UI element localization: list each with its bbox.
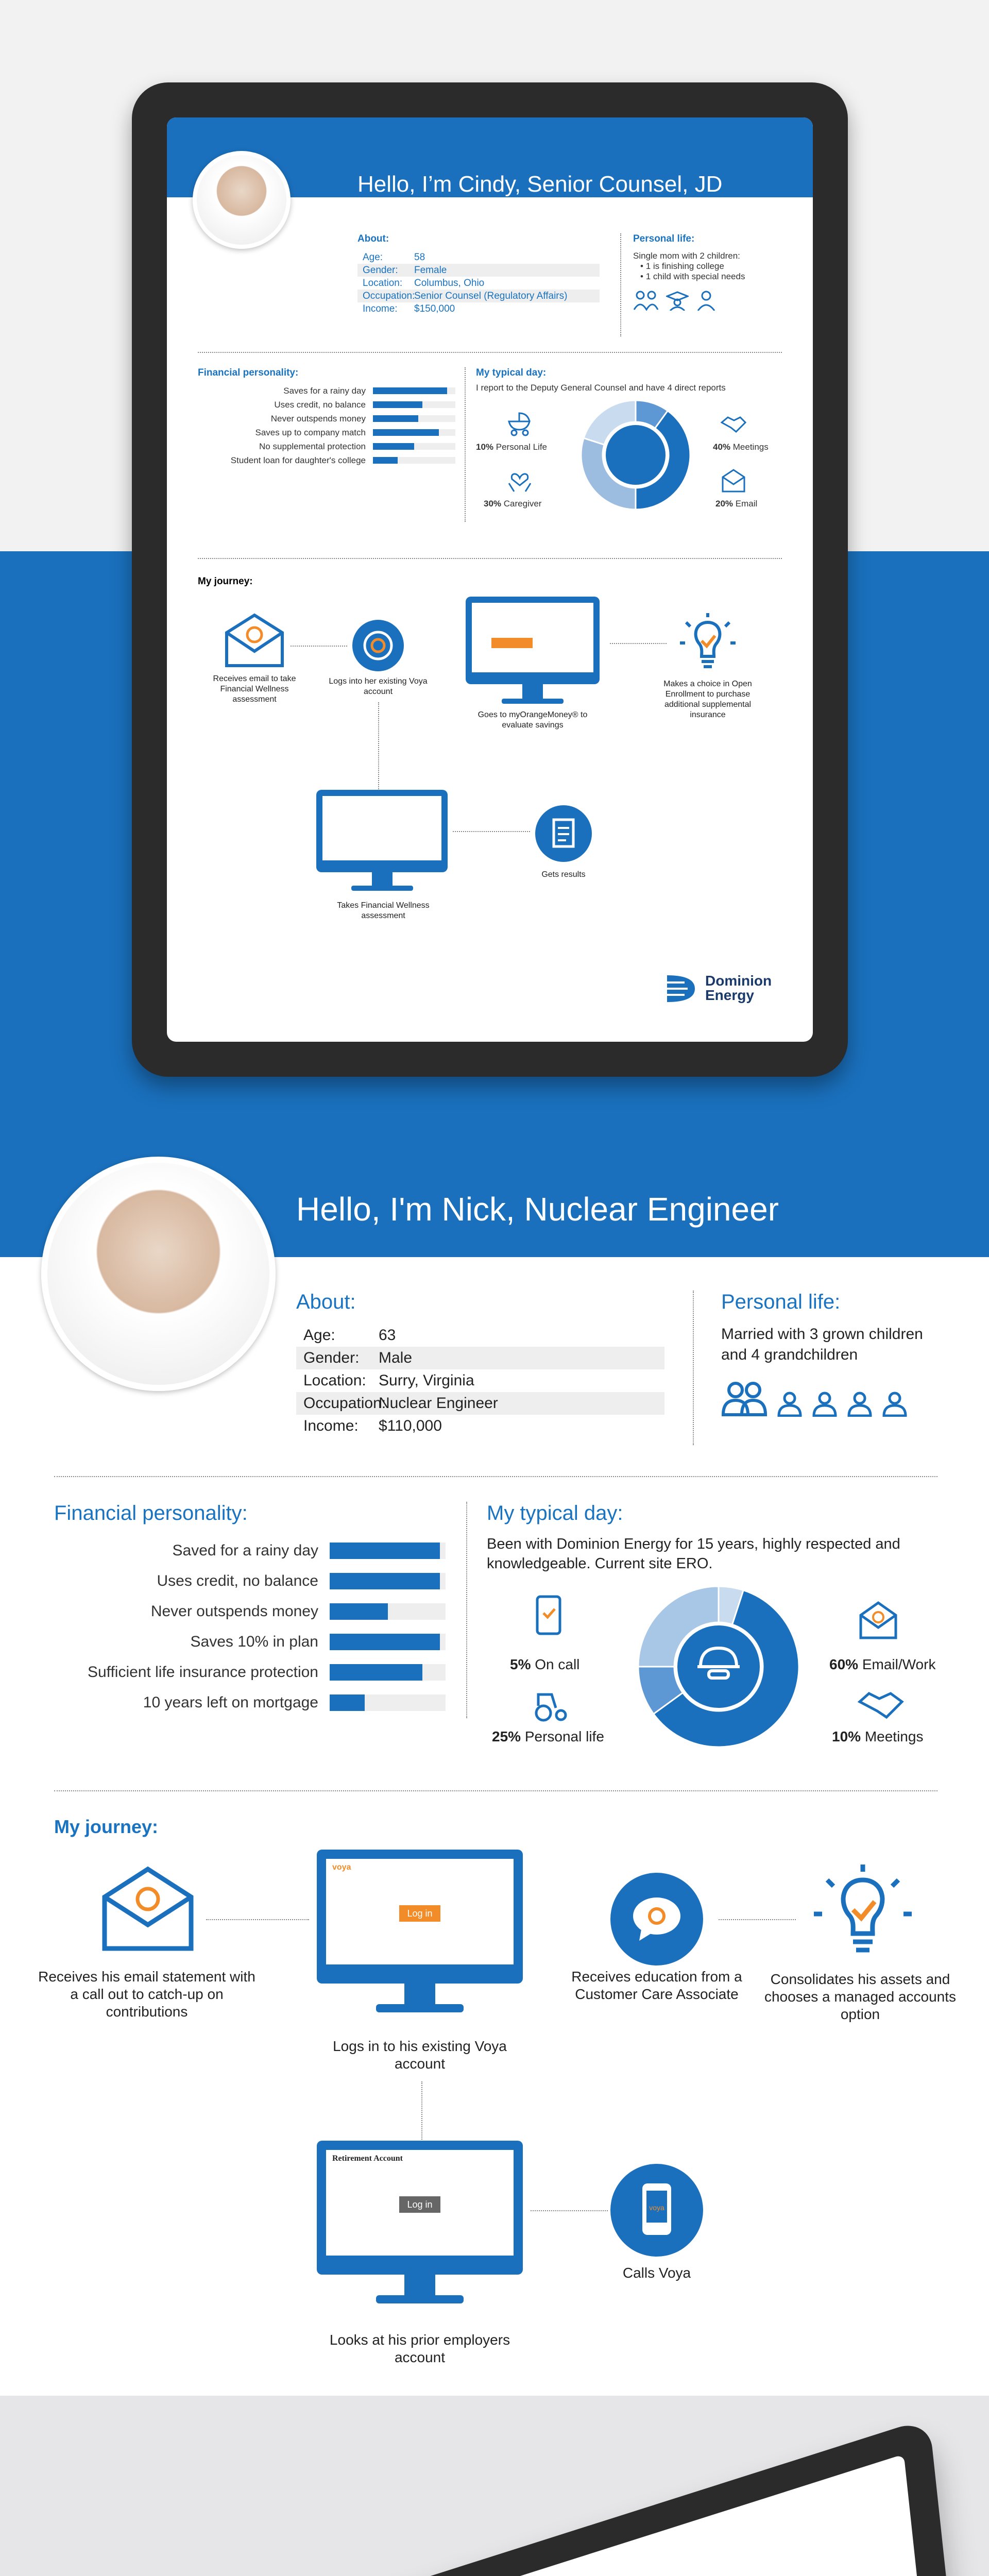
fp-row [54, 1566, 446, 1596]
grandchild-icon [882, 1391, 908, 1417]
about-row: Location: Columbus, Ohio [363, 277, 485, 289]
nick-fp [54, 1502, 446, 1718]
cindy-day-heading: My typical day: [476, 367, 547, 378]
scale-icon [623, 442, 649, 468]
fp-bar-track [330, 1664, 446, 1681]
about-row: Gender: Female [357, 264, 600, 277]
fp-bar-track [373, 443, 455, 450]
handshake-icon [721, 411, 746, 437]
tablet-screen [167, 117, 813, 1042]
divider [198, 352, 782, 353]
fp-row [198, 453, 455, 467]
about-row: Gender: Male [296, 1347, 664, 1369]
fp-row [198, 384, 455, 398]
nick-day [487, 1502, 940, 1749]
journey-step: Takes Financial Wellness assessment [337, 901, 430, 920]
cindy-fp-heading: Financial personality: [198, 367, 299, 378]
seg-label: 10% Personal Life [476, 442, 547, 452]
nick-personal [721, 1291, 948, 1417]
cindy-journey-heading: My journey: [198, 576, 253, 587]
cindy-fp [198, 367, 455, 467]
about-row: Income: $110,000 [303, 1417, 442, 1434]
connector [531, 2210, 608, 2211]
seg-label: 40% Meetings [713, 442, 769, 452]
cindy-section [0, 0, 989, 1200]
personal-icons [633, 290, 798, 311]
handshake-icon [858, 1687, 904, 1723]
nick-personal-heading: Personal life: [721, 1291, 841, 1313]
connector [291, 646, 347, 647]
fp-bar-track [330, 1634, 446, 1650]
chat-bubble-icon [610, 1873, 703, 1965]
fp-bar-track [373, 387, 455, 394]
email-envelope-icon [100, 1865, 196, 1953]
nick-personal-text: Married with 3 grown children and 4 grandchildren [721, 1326, 923, 1363]
dominion-logo-icon [664, 970, 700, 1006]
couple-icon [721, 1381, 768, 1417]
voya-logo: voya [332, 1863, 351, 1872]
fp-bar-track [373, 415, 455, 422]
monitor-icon [316, 790, 448, 872]
fp-row [54, 1687, 446, 1718]
cindy-about-heading: About: [357, 233, 389, 244]
nick-day-heading: My typical day: [487, 1502, 623, 1524]
connector [453, 831, 530, 832]
personal-bullet: • 1 child with special needs [640, 272, 745, 281]
connector [610, 643, 667, 644]
cindy-title: Hello, I’m Cindy, Senior Counsel, JD [357, 172, 723, 197]
journey-step: Receives education from a Customer Care Associate [571, 1969, 742, 2002]
seg-label: 30% Caregiver [484, 499, 542, 509]
fp-label: Saves for a rainy day [283, 385, 366, 396]
journey-step: Goes to myOrangeMoney® to evaluate savings [478, 710, 588, 730]
lightbulb-icon [677, 612, 739, 674]
fp-label: Uses credit, no balance [157, 1572, 318, 1589]
hands-heart-icon [507, 468, 533, 494]
fp-bar [330, 1634, 440, 1650]
fp-row [54, 1535, 446, 1566]
retirement-account-title: Retirement Account [332, 2154, 403, 2163]
fp-bar-track [330, 1573, 446, 1589]
cindy-personal-heading: Personal life: [633, 233, 695, 244]
seg-label: 20% Email [715, 499, 758, 509]
journey-step: Logs in to his existing Voya account [333, 2038, 507, 2072]
tractor-icon [533, 1687, 569, 1723]
cindy-day-text: I report to the Deputy General Counsel and have 4 direct reports [476, 383, 726, 393]
divider [54, 1790, 937, 1791]
hardhat-icon [695, 1641, 742, 1687]
fp-label: Saves 10% in plan [190, 1633, 318, 1650]
fp-bar-track [373, 401, 455, 408]
fp-bar-track [330, 1694, 446, 1711]
stroller-icon [507, 411, 533, 437]
fp-row [198, 412, 455, 426]
fp-bar-track [330, 1603, 446, 1620]
divider [693, 1291, 694, 1445]
fp-bar [330, 1664, 422, 1681]
cindy-personal [633, 233, 798, 311]
divider [620, 233, 621, 336]
prior-account-monitor [317, 2141, 523, 2275]
monitor-icon [466, 597, 600, 684]
fp-bar [373, 401, 422, 408]
fp-row [54, 1626, 446, 1657]
tablet-mockup-section [0, 2396, 989, 2576]
fp-row [198, 398, 455, 412]
fp-bar [330, 1694, 365, 1711]
email-envelope-icon [224, 612, 285, 669]
fp-row [198, 439, 455, 453]
grandchild-icon [812, 1391, 838, 1417]
dominion-logo: Dominion Energy [664, 970, 772, 1006]
results-icon [535, 805, 592, 862]
fp-bar [373, 429, 439, 436]
personal-line: Single mom with 2 children: [633, 251, 740, 261]
nick-journey-heading: My journey: [54, 1816, 159, 1837]
fp-rows [198, 384, 455, 467]
fp-rows [54, 1535, 446, 1718]
fp-bar [373, 415, 418, 422]
about-row: Location: Surry, Virginia [303, 1372, 474, 1389]
about-row: Age: 58 [363, 251, 425, 263]
journey-step: Consolidates his assets and chooses a managed accounts option [764, 1971, 957, 2022]
about-row: Income: $150,000 [363, 303, 455, 314]
nick-title: Hello, I'm Nick, Nuclear Engineer [296, 1191, 779, 1228]
journey-step: Gets results [541, 870, 586, 879]
seg-label: 5% On call [510, 1656, 580, 1672]
journey-step: Makes a choice in Open Enrollment to purchase additional supplemental insurance [663, 680, 752, 719]
about-row: Occupation: Nuclear Engineer [296, 1392, 664, 1415]
fp-label: Saved for a rainy day [172, 1541, 318, 1559]
child-icon [696, 290, 717, 311]
fp-label: Student loan for daughter's college [230, 455, 366, 465]
angled-donut [533, 2570, 646, 2576]
lightbulb-icon [809, 1862, 917, 1965]
email-icon [858, 1600, 899, 1641]
family-icons [721, 1381, 948, 1417]
journey-step: Logs into her existing Voya account [329, 677, 428, 696]
fp-bar [373, 387, 447, 394]
fp-row [54, 1657, 446, 1687]
fp-bar-track [373, 429, 455, 436]
grandchild-icon [777, 1391, 803, 1417]
login-button[interactable]: Log in [399, 2196, 440, 2213]
divider [54, 1476, 937, 1477]
nick-about-heading: About: [296, 1291, 356, 1313]
seg-label: 60% Email/Work [829, 1656, 936, 1672]
grandchild-icon [847, 1391, 873, 1417]
fp-label: Never outspends money [150, 1602, 318, 1620]
about-row: Occupation: Senior Counsel (Regulatory Affairs) [357, 290, 600, 302]
fp-bar [373, 457, 398, 464]
nick-fp-heading: Financial personality: [54, 1502, 248, 1524]
connector [719, 1919, 796, 1920]
divider [465, 367, 466, 522]
seg-label: 10% Meetings [832, 1728, 924, 1744]
journey-step: Calls Voya [622, 2265, 691, 2281]
fp-label: Saves up to company match [255, 427, 366, 437]
about-row: Age: 63 [303, 1327, 396, 1344]
fp-bar [330, 1603, 388, 1620]
family-icon [633, 290, 659, 311]
phone-icon [533, 1595, 564, 1636]
divider [198, 558, 782, 559]
fp-bar-track [330, 1543, 446, 1559]
divider [466, 1502, 467, 1718]
fp-row [198, 426, 455, 439]
connector [421, 2081, 422, 2143]
connector [206, 1919, 309, 1920]
journey-step: Looks at his prior employers account [329, 2332, 510, 2365]
target-icon [352, 620, 404, 671]
journey-step: Receives his email statement with a call out to catch-up on contributions [38, 1969, 255, 2020]
nick-avatar [41, 1157, 276, 1391]
nick-about [296, 1291, 664, 1437]
login-monitor [317, 1850, 523, 1984]
graduate-icon [666, 290, 689, 311]
phone-icon [610, 2164, 703, 2257]
login-button[interactable]: Log in [399, 1905, 440, 1922]
fp-bar [373, 443, 414, 450]
fp-label: No supplemental protection [259, 441, 366, 451]
fp-label: Never outspends money [270, 413, 366, 423]
cindy-about [357, 233, 600, 315]
fp-label: 10 years left on mortgage [143, 1693, 318, 1711]
cindy-day [476, 367, 795, 532]
fp-bar [330, 1543, 440, 1559]
personal-bullet: • 1 is finishing college [640, 261, 724, 271]
angled-screen [89, 2454, 941, 2576]
nick-day-text: Been with Dominion Energy for 15 years, highly respected and knowledgeable. Current site ERO. [487, 1536, 900, 1572]
fp-bar [330, 1573, 440, 1589]
tablet-frame [132, 82, 848, 1077]
journey-step: Receives email to take Financial Wellness assessment [213, 674, 296, 704]
fp-bar-track [373, 457, 455, 464]
fp-label: Sufficient life insurance protection [87, 1663, 318, 1681]
cindy-avatar [193, 151, 291, 249]
email-icon [721, 468, 746, 494]
seg-label: 25% Personal life [492, 1728, 604, 1744]
svg-text:voya: voya [649, 2204, 664, 2212]
angled-tablet [58, 2418, 972, 2576]
fp-row [54, 1596, 446, 1626]
fp-label: Uses credit, no balance [274, 399, 366, 410]
